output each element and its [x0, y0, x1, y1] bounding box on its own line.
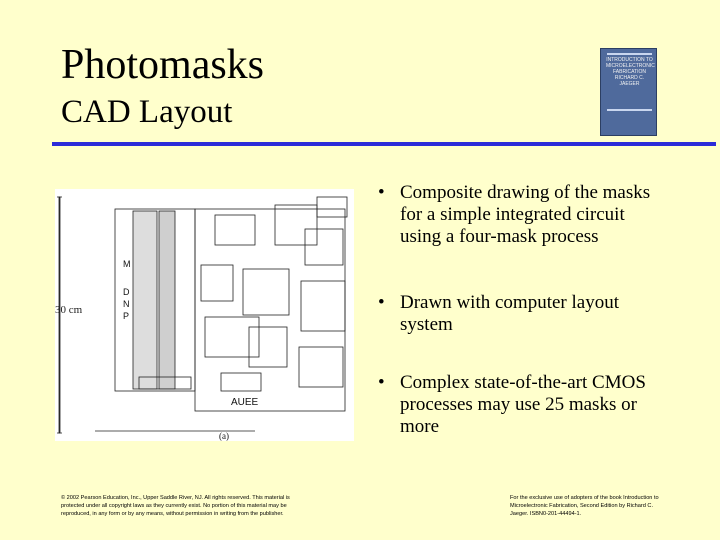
book-cover-title: [606, 57, 653, 87]
copyright-notice: © 2002 Pearson Education, Inc., Upper Saddle River, NJ. All rights reserved. This material is protected under all copyright laws as they currently exist. No portion of this material may be reproduced, in any form or by any means, without permission in writing from the publisher.: [61, 495, 290, 517]
bullet-text-line: more: [400, 416, 440, 437]
bullet-text-line: Composite drawing of the masks: [400, 182, 651, 203]
mask-block: [305, 229, 343, 265]
mask-label-d: D: [123, 287, 130, 297]
mask-block: [215, 215, 255, 245]
bullet-text-line: processes may use 25 masks or: [400, 394, 637, 415]
mask-label-n: N: [123, 299, 130, 309]
mask-label-m: M: [123, 259, 131, 269]
cover-line: RICHARD C. JAEGER: [614, 75, 645, 87]
mask-block: [275, 205, 317, 245]
bullet-item: [378, 372, 646, 438]
cover-line: FABRICATION: [613, 69, 646, 75]
mask-block: [243, 269, 289, 315]
cover-band: [607, 53, 652, 55]
figure-caption: (a): [219, 431, 229, 441]
scale-label: 30 cm: [55, 304, 83, 316]
input-cell-column: [133, 211, 157, 389]
bullet-icon: •: [378, 182, 385, 203]
bullet-text-line: system: [400, 314, 453, 335]
mask-block: [317, 197, 347, 217]
mask-block: [201, 265, 233, 301]
logic-cell-column: [159, 211, 175, 389]
mask-label-p: P: [123, 311, 130, 321]
cover-band: [607, 109, 652, 111]
mask-block: [301, 281, 345, 331]
cover-line: INTRODUCTION TO: [606, 57, 653, 63]
cad-layout-figure: [55, 189, 354, 441]
mask-block: [299, 347, 343, 387]
bullet-icon: •: [378, 372, 385, 393]
bullet-text-line: using a four-mask process: [400, 226, 599, 247]
bullet-text-line: Drawn with computer layout: [400, 292, 619, 313]
mask-block: [221, 373, 261, 391]
adopter-notice: For the exclusive use of adopters of the book Introduction to Microelectronic Fabrication, Second Edition by Richard C. Jaeger. ISBN0-201-44494-1.: [510, 495, 659, 517]
book-cover-image: [600, 48, 657, 136]
chip-name-label: AUEE: [231, 397, 259, 408]
mask-layout-drawing: [55, 189, 354, 441]
cover-line: MICROELECTRONIC: [606, 63, 655, 69]
mask-block: [249, 327, 287, 367]
bullet-item: [378, 292, 619, 336]
title-divider: [52, 142, 716, 146]
slide-title: Photomasks: [61, 42, 265, 88]
slide-subtitle: CAD Layout: [61, 94, 233, 130]
bullet-text-line: Complex state-of-the-art CMOS: [400, 372, 646, 393]
bullet-item: [378, 182, 650, 248]
circuit-area: [195, 209, 345, 411]
bullet-icon: •: [378, 292, 385, 313]
mask-block: [205, 317, 259, 357]
bullet-text-line: for a simple integrated circuit: [400, 204, 625, 225]
